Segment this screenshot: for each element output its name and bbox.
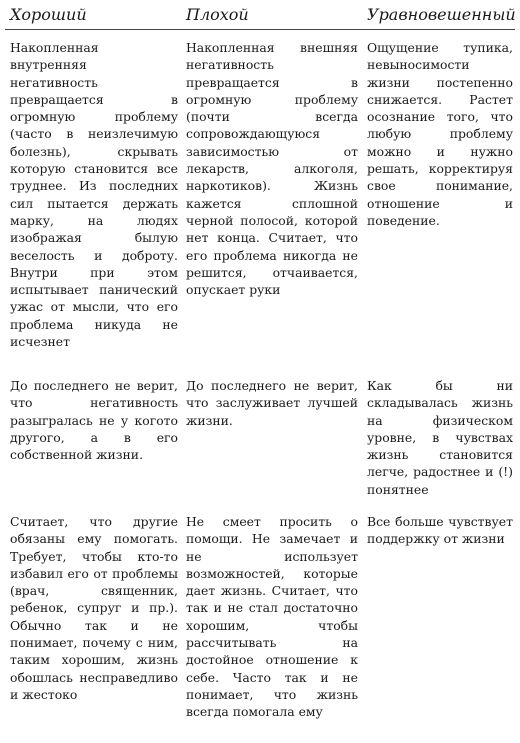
column-header-balanced: Уравновешенный: [367, 5, 516, 24]
table-cell: Накопленная внутренняя негативность превращается в огромную проблему (часто в неизлечимую болезнь), скрывать которую становится все труднее. Из последних сил пытается держать марку, на людях изображая былую веселость и доброту. Внутри при этом испытывает панический ужас от мысли, что его проблема никуда не исчезнет: [10, 40, 178, 350]
table-cell: До последнего не верит, что заслуживает лучшей жизни.: [186, 378, 358, 428]
table-cell: Считает, что другие обязаны ему помогать. Требует, чтобы кто-то избавил его от проблемы (врач, священник, ребенок, супруг и пр.). Обычно так и не понимает, почему с ним, таким хорошим, жизнь обошлась несправедливо и жестоко: [10, 514, 178, 702]
table-cell: Ощущение тупика, невыносимости жизни постепенно снижается. Растет осознание того, что любую проблему можно и нужно решать, корректируя свое понимание, отношение и поведение.: [367, 40, 513, 228]
table-cell: Не смеет просить о помощи. Не замечает и не использует возможностей, которые дает жизнь. Считает, что так и не стал достаточно хорошим, чтобы рассчитывать на достойное отношение к себе. Часто так и не понимает, что жизнь всегда помогала ему: [186, 514, 358, 720]
column-header-good: Хороший: [10, 5, 87, 24]
table-cell: Накопленная внешняя негативность превращается в огромную проблему (почти всегда сопровождающуюся зависимостью от лекарств, алкоголя, наркотиков). Жизнь кажется сплошной черной полосой, которой нет конца. Считает, что его проблема никогда не решится, отчаивается, опускает руки: [186, 40, 358, 298]
table-cell: Все больше чувствует поддержку от жизни: [367, 514, 513, 547]
table-cell: Как бы ни складывалась жизнь на физическом уровне, в чувствах жизнь становится легче, радостнее и (!) понятнее: [367, 378, 513, 497]
table-row: [5, 30, 515, 368]
table-row: [5, 504, 515, 739]
comparison-table: [5, 0, 515, 739]
header-row: [5, 0, 515, 30]
column-header-bad: Плохой: [186, 5, 249, 24]
table-row: [5, 368, 515, 504]
table-cell: До последнего не верит, что негативность разыгралась не у когото другого, а в его собственной жизни.: [10, 378, 178, 463]
